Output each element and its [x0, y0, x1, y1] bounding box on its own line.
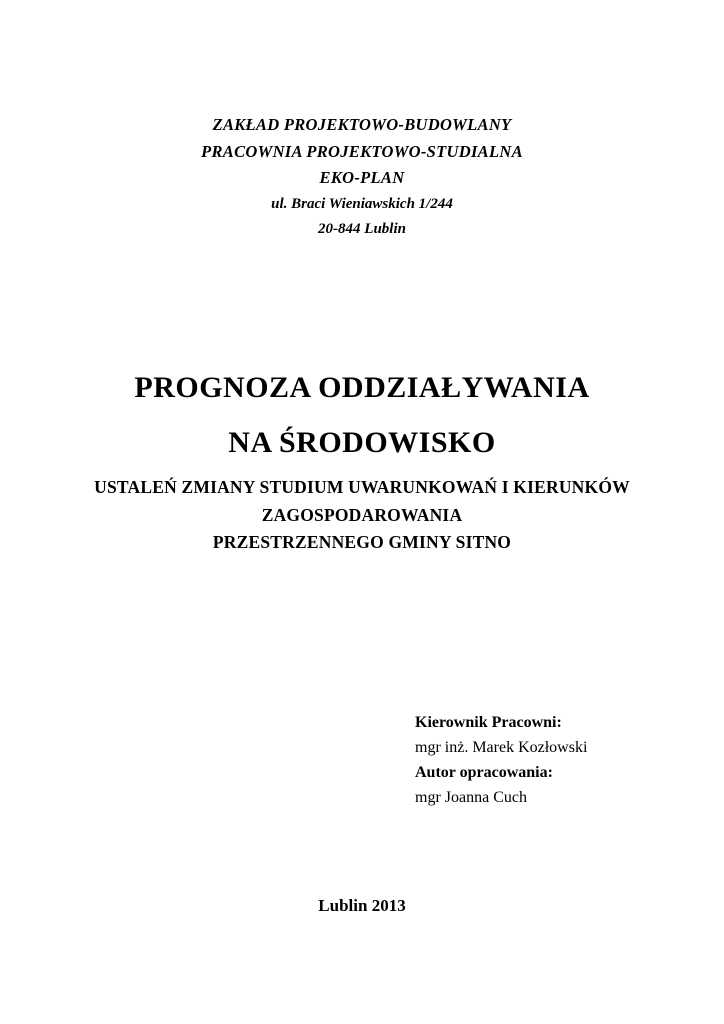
document-title	[0, 360, 724, 470]
letterhead-studio-name: PRACOWNIA PROJEKTOWO-STUDIALNA	[201, 141, 523, 161]
footer-place-year: Lublin 2013	[318, 896, 406, 915]
subtitle-line-3: PRZESTRZENNEGO GMINY SITNO	[212, 532, 512, 552]
letterhead-company-name: ZAKŁAD PROJEKTOWO-BUDOWLANY	[212, 115, 512, 134]
document-subtitle	[0, 474, 724, 557]
credit-role-supervisor: Kierownik Pracowni:	[415, 714, 562, 731]
title-line-2: NA ŚRODOWISKO	[228, 426, 496, 459]
subtitle-line-1: USTALEŃ ZMIANY STUDIUM UWARUNKOWAŃ I KIERUNKÓW	[94, 477, 630, 497]
letterhead-brand-name: EKO-PLAN	[319, 168, 405, 187]
credit-name-author: mgr Joanna Cuch	[415, 789, 527, 806]
credit-name-supervisor: mgr inż. Marek Kozłowski	[415, 739, 588, 756]
letterhead-street-address: ul. Braci Wieniawskich 1/244	[271, 195, 453, 212]
credits-block	[415, 710, 587, 810]
subtitle-line-2: ZAGOSPODAROWANIA	[261, 504, 463, 525]
letterhead	[0, 112, 724, 242]
footer	[0, 896, 724, 916]
title-line-1: PROGNOZA ODDZIAŁYWANIA	[134, 371, 590, 404]
letterhead-city-address: 20-844 Lublin	[318, 220, 406, 237]
credit-role-author: Autor opracowania:	[415, 764, 553, 781]
